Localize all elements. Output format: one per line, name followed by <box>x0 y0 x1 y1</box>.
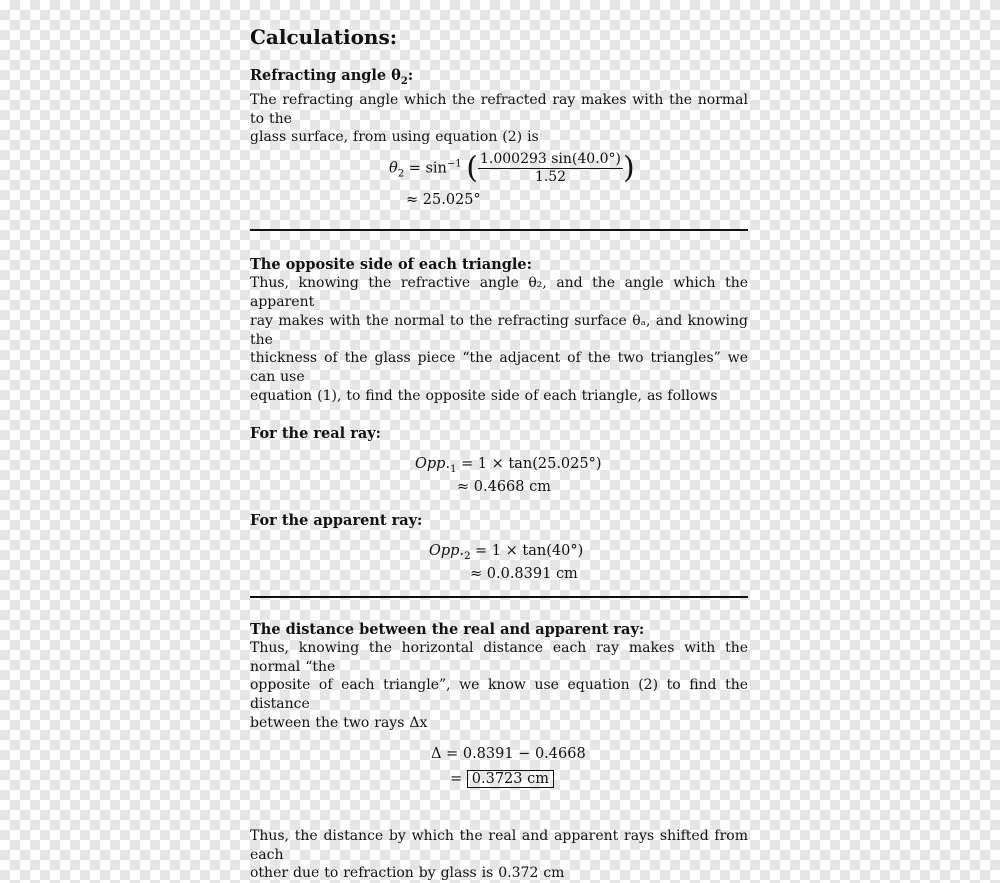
equation-line: ≈ 0.0.8391 cm <box>470 565 578 582</box>
boxed-result: 0.3723 cm <box>467 770 554 788</box>
math-symbol: Opp. <box>429 542 465 559</box>
paragraph-line: The refracting angle which the refracted ray makes with the normal to the <box>250 91 748 127</box>
equation-line <box>450 768 554 791</box>
heading-text: Refracting angle θ <box>250 67 401 84</box>
math-symbol: Opp. <box>415 455 451 472</box>
paragraph-line: glass surface, from using equation (2) is <box>250 129 539 146</box>
divider <box>250 596 748 598</box>
subsection-heading: For the real ray: <box>250 424 382 442</box>
equation-line: ≈ 0.4668 cm <box>457 478 551 495</box>
math-subscript: 2 <box>464 550 471 562</box>
math-subscript: 2 <box>397 168 405 180</box>
math-text: = 1 × tan(25.025°) <box>456 455 602 472</box>
left-paren: ( <box>466 150 478 186</box>
equation-block <box>250 443 748 501</box>
paragraph <box>250 91 748 147</box>
conclusion-paragraph <box>250 827 748 883</box>
paragraph-line: other due to refraction by glass is 0.372 cm <box>250 865 565 882</box>
math-subscript: 1 <box>450 463 457 475</box>
equation-block <box>250 530 748 588</box>
math-superscript: −1 <box>446 158 462 170</box>
document-page <box>250 22 748 883</box>
paragraph-line: Thus, knowing the horizontal distance each ray makes with the normal “the <box>250 639 748 675</box>
equation-block <box>250 147 748 225</box>
section-heading: The opposite side of each triangle: <box>250 256 532 274</box>
paragraph-line: Thus, the distance by which the real and apparent rays shifted from each <box>250 827 748 863</box>
divider <box>250 229 748 231</box>
paragraph <box>250 639 748 733</box>
equation-line <box>389 151 635 186</box>
heading-subscript: 2 <box>400 75 408 87</box>
math-text: = <box>450 770 467 787</box>
right-paren: ) <box>623 150 635 186</box>
section-heading: The distance between the real and apparent ray: <box>250 620 645 638</box>
section-distance <box>250 620 748 883</box>
subsection-heading: For the apparent ray: <box>250 511 423 529</box>
paragraph-line: thickness of the glass piece “the adjacent of the two triangles” we can use <box>250 350 748 386</box>
page-title: Calculations: <box>250 25 398 49</box>
paragraph-line: ray makes with the normal to the refracting surface θₐ, and knowing the <box>250 312 748 348</box>
paragraph-line: between the two rays Δx <box>250 715 428 732</box>
section-heading <box>250 66 748 91</box>
paragraph-line: Thus, knowing the refractive angle θ₂, and the angle which the apparent <box>250 275 748 311</box>
heading-colon: : <box>407 67 414 84</box>
paragraph-line: equation (1), to find the opposite side of each triangle, as follows <box>250 388 718 405</box>
paragraph <box>250 274 748 406</box>
paragraph-line: opposite of each triangle”, we know use equation (2) to find the distance <box>250 677 748 713</box>
section-refracting-angle <box>250 66 748 225</box>
math-symbol: θ <box>389 160 398 177</box>
fraction-denominator: 1.52 <box>534 169 567 186</box>
equation-line: ≈ 25.025° <box>406 192 481 209</box>
math-text: = 1 × tan(40°) <box>470 542 584 559</box>
fraction <box>478 151 623 186</box>
equation-block <box>250 733 748 813</box>
fraction-numerator: 1.000293 sin(40.0°) <box>479 151 622 168</box>
equation-line: Δ = 0.8391 − 0.4668 <box>431 745 586 762</box>
section-opposite-side <box>250 255 748 588</box>
math-text: = sin <box>404 160 447 177</box>
